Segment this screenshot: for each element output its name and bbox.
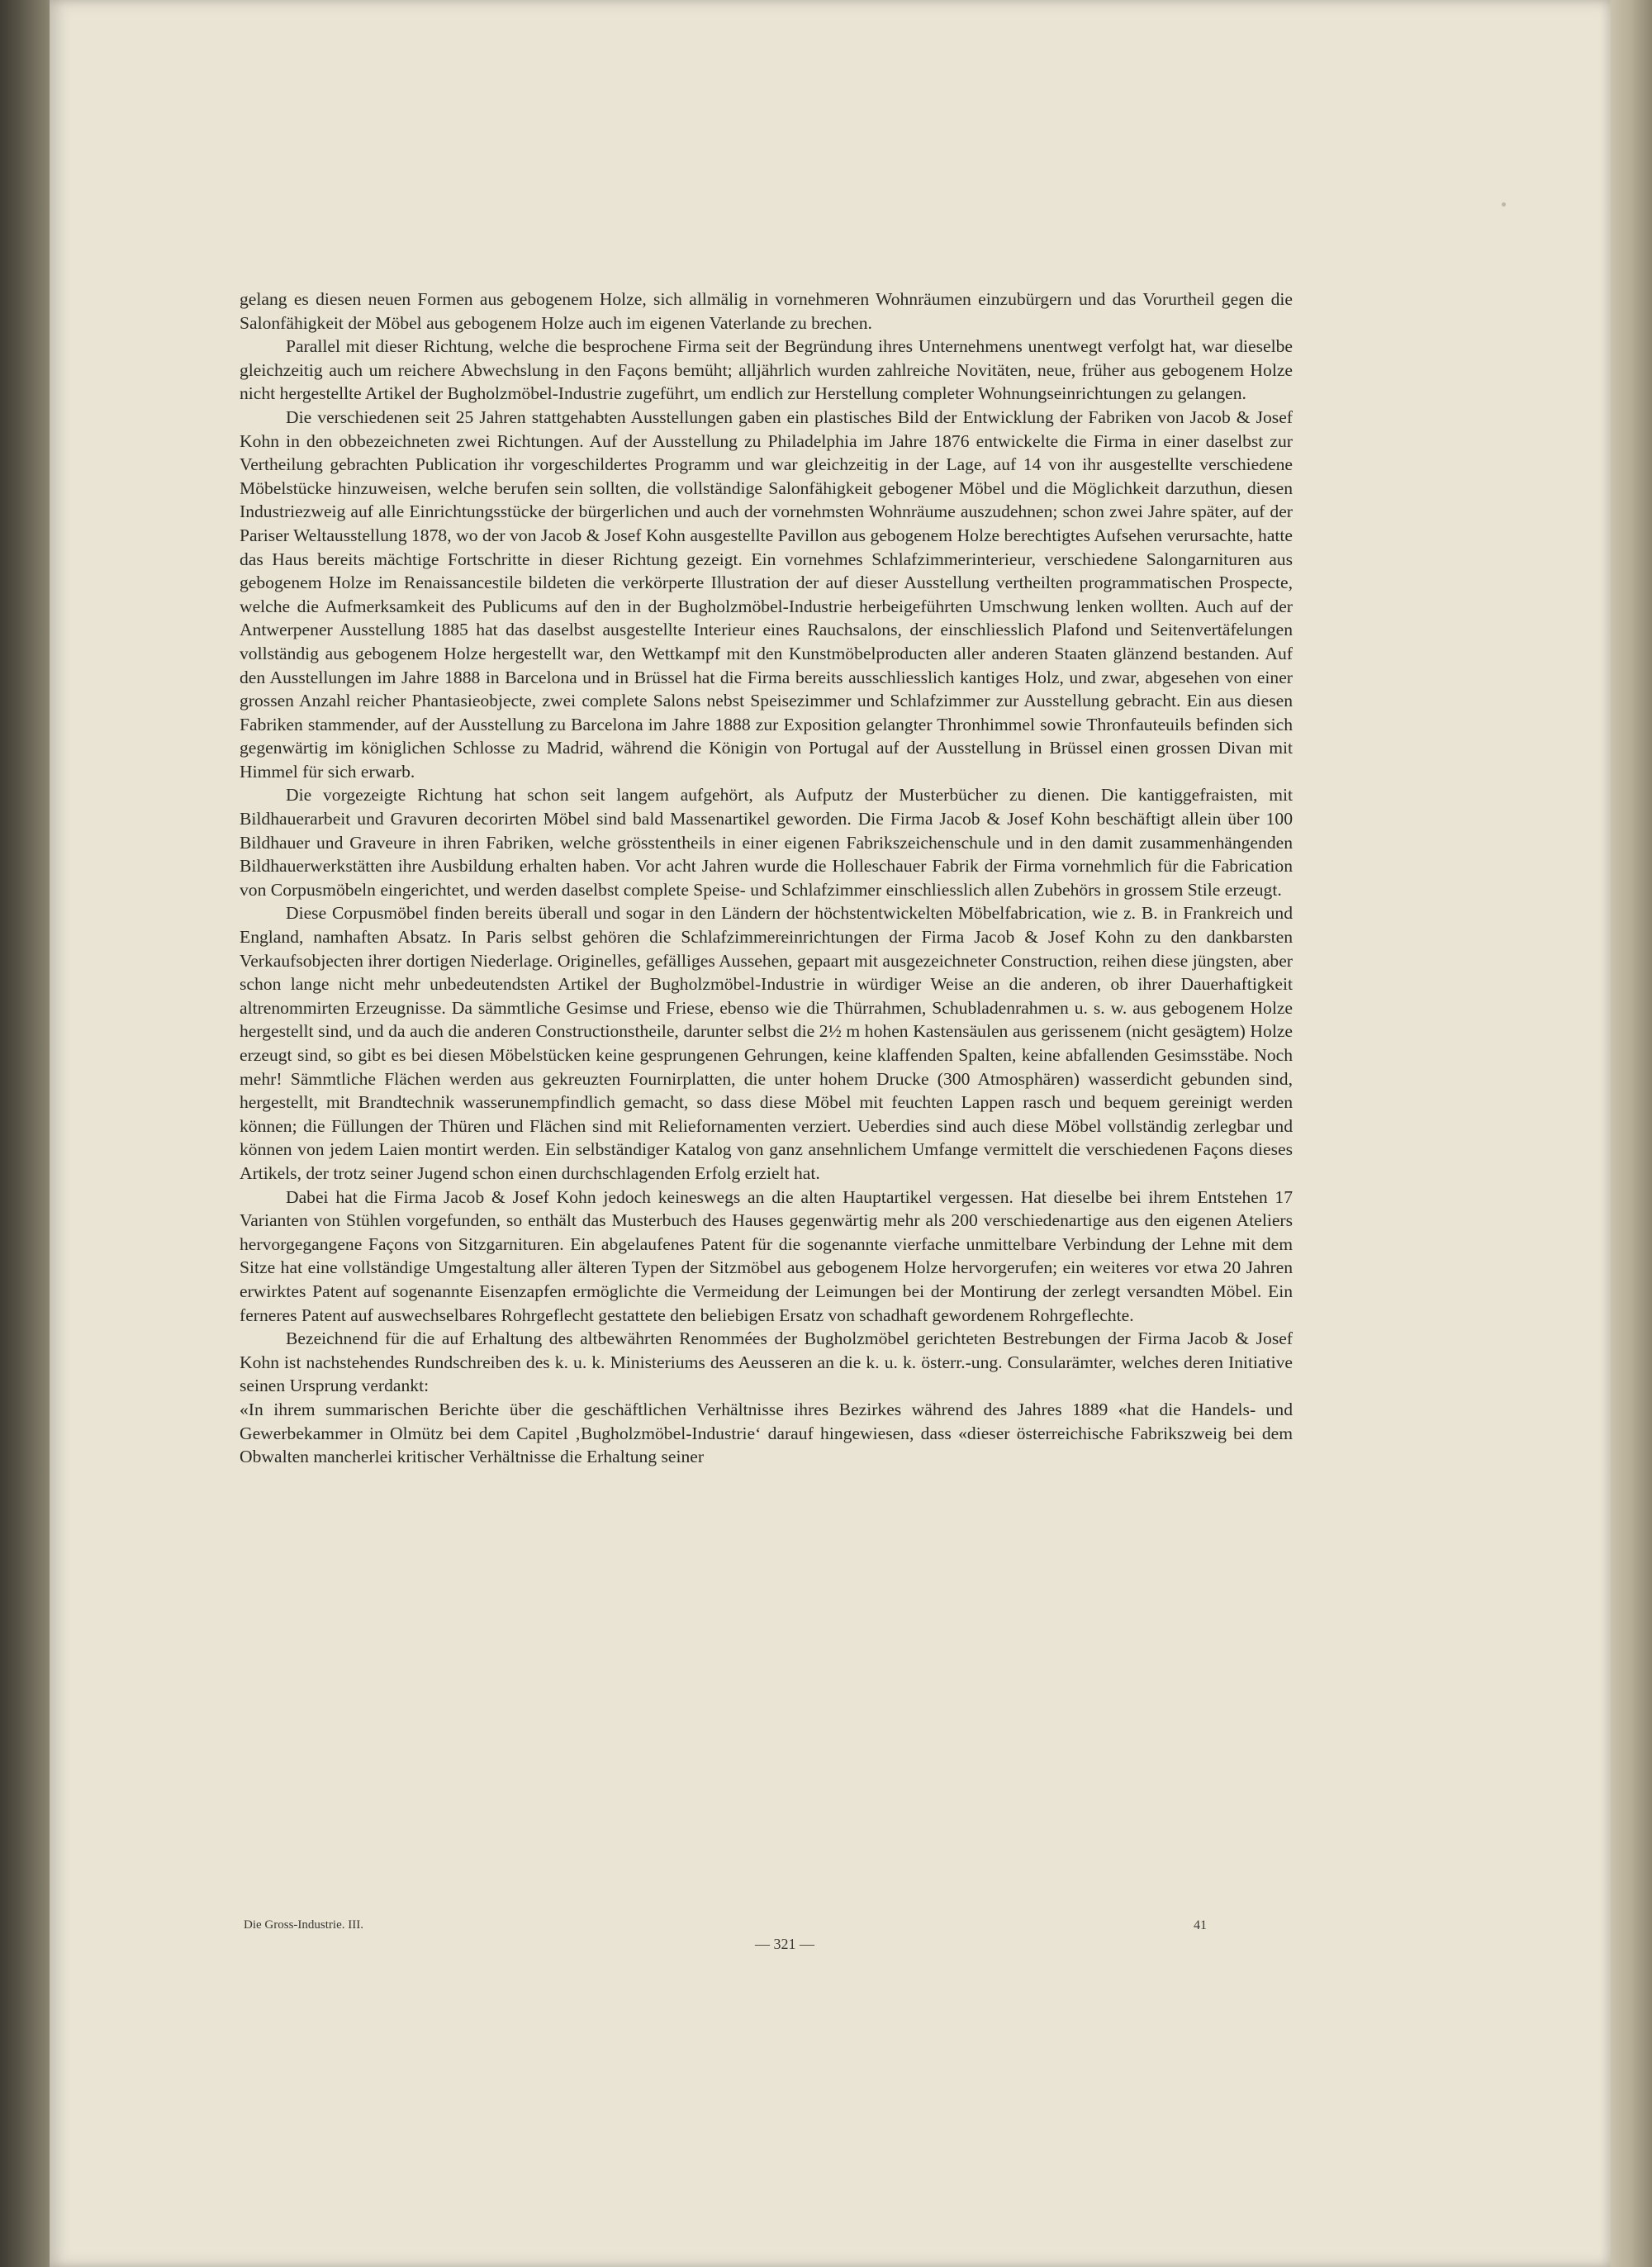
paragraph: Dabei hat die Firma Jacob & Josef Kohn jedoch keineswegs an die alten Hauptartikel vergessen. Hat dieselbe bei ihrem Entstehen 17 Varianten von Stühlen vorgefunden, so enthält das Musterbuch des Hauses gegenwärtig mehr als 200 verschiedenartige aus den eigenen Ateliers hervorgegangene Façons von Sitzgarnituren. Ein abgelaufenes Patent für die sogenannte vierfache unmittelbare Verbindung der Lehne mit dem Sitze hat eine vollständige Umgestaltung aller älteren Typen der Sitzmöbel aus gebogenem Holze hervorgerufen; ein weiteres vor etwa 20 Jahren erwirktes Patent auf sogenannte Eisenzapfen ermöglichte die Vermeidung der Leimungen bei der Montirung der zerlegt versandten Möbel. Ein ferneres Patent auf auswechselbares Rohrgeflecht gestattete den beliebigen Ersatz von schadhaft gewordenem Rohrgeflechte. <box>240 1186 1293 1325</box>
body-text <box>240 288 1293 1469</box>
paragraph: «In ihrem summarischen Berichte über die geschäftlichen Verhältnisse ihres Bezirkes während des Jahres 1889 «hat die Handels- und Gewerbekammer in Olmütz bei dem Capitel ‚Bugholzmöbel-Industrie‘ darauf hingewiesen, dass «dieser österreichische Fabrikszweig bei dem Obwalten mancherlei kritischer Verhältnisse die Erhaltung seiner <box>240 1399 1293 1467</box>
page-number: — 321 — <box>755 1936 814 1952</box>
paragraph: Diese Corpusmöbel finden bereits überall und sogar in den Ländern der höchstentwickelten Möbelfabrication, wie z. B. in Frankreich und England, namhaften Absatz. In Paris selbst gehören die Schlafzimmereinrichtungen der Firma Jacob & Josef Kohn zu den dankbarsten Verkaufsobjecten ihrer dortigen Niederlage. Originelles, gefälliges Aussehen, gepaart mit ausgezeichneter Construction, reihen diese jüngsten, aber schon lange nicht mehr unbedeutendsten Artikel der Bugholzmöbel-Industrie in würdiger Weise an die anderen, ob ihrer Dauerhaftigkeit altrenommirten Erzeugnisse. Da sämmtliche Gesimse und Friese, ebenso wie die Thürrahmen, Schubladenrahmen u. s. w. aus gebogenem Holze hergestellt sind, und da auch die anderen Constructionstheile, darunter selbst die 2½ m hohen Kastensäulen aus gerissenem (nicht gesägtem) Holze erzeugt sind, so gibt es bei diesen Möbelstücken keine gesprungenen Gehrungen, keine klaffenden Spalten, keine abfallenden Gesimsstäbe. Noch mehr! Sämmtliche Flächen werden aus gekreuzten Fournirplatten, die unter hohem Drucke (300 Atmosphären) wasserdicht gebunden sind, hergestellt, mit Brandtechnik wasserunempfindlich gemacht, so dass diese Möbel mit feuchten Lappen rasch und bequem gereinigt werden können; die Füllungen der Thüren und Flächen sind mit Reliefornamenten verziert. Ueberdies sind auch diese Möbel vollständig zerlegbar und können von jedem Laien montirt werden. Ein selbständiger Katalog von ganz ansehnlichem Umfange vermittelt die verschiedenen Façons dieses Artikels, der trotz seiner Jugend schon einen durchschlagenden Erfolg erzielt hat. <box>240 903 1293 1183</box>
paragraph: Die verschiedenen seit 25 Jahren stattgehabten Ausstellungen gaben ein plastisches Bild der Entwicklung der Fabriken von Jacob & Josef Kohn in den obbezeichneten zwei Richtungen. Auf der Ausstellung zu Philadelphia im Jahre 1876 entwickelte die Firma in einer daselbst zur Vertheilung gebrachten Publication ihr vorgeschildertes Programm und war gleichzeitig in der Lage, auf 14 von ihr ausgestellte verschiedene Möbelstücke hinzuweisen, welche berufen sein sollten, die vollständige Salonfähigkeit gebogener Möbel und die Möglichkeit darzuthun, diesen Industriezweig auf alle Einrichtungsstücke der bürgerlichen und auch der vornehmsten Wohnräume auszudehnen; schon zwei Jahre später, auf der Pariser Weltausstellung 1878, wo der von Jacob & Josef Kohn ausgestellte Pavillon aus gebogenem Holze berechtigtes Aufsehen verursachte, hatte das Haus bereits mächtige Fortschritte in dieser Richtung gezeigt. Ein vornehmes Schlafzimmerinterieur, verschiedene Salongarnituren aus gebogenem Holze im Renaissancestile bildeten die verkörperte Illustration der auf dieser Ausstellung vertheilten programmatischen Prospecte, welche die Aufmerksamkeit des Publicums auf den in der Bugholzmöbel-Industrie herbeigeführten Umschwung lenken wollten. Auch auf der Antwerpener Ausstellung 1885 hat das daselbst ausgestellte Interieur eines Rauchsalons, der einschliesslich Plafond und Seitenvertäfelungen vollständig aus gebogenem Holze hergestellt war, den Wettkampf mit den Kunstmöbelproducten aller anderen Staaten glänzend bestanden. Auf den Ausstellungen im Jahre 1888 in Barcelona und in Brüssel hat die Firma bereits ausschliesslich kantiges Holz, und zwar, abgesehen von einer grossen Anzahl reicher Phantasieobjecte, zwei complete Salons nebst Speisezimmer und Schlafzimmer zur Ausstellung gebracht. Ein aus diesen Fabriken stammender, auf der Ausstellung zu Barcelona im Jahre 1888 zur Exposition gelangter Thronhimmel sowie Thronfauteuils befinden sich gegenwärtig im königlichen Schlosse zu Madrid, während die Königin von Portugal auf der Ausstellung in Brüssel einen grossen Divan mit Himmel für sich erwarb. <box>240 406 1293 782</box>
book-binding <box>0 0 50 2267</box>
paragraph: gelang es diesen neuen Formen aus gebogenem Holze, sich allmälig in vornehmeren Wohnräumen einzubürgern und das Vorurtheil gegen die Salonfähigkeit der Möbel aus gebogenem Holze auch im eigenen Vaterlande zu brechen. <box>240 289 1293 333</box>
paragraph: Parallel mit dieser Richtung, welche die besprochene Firma seit der Begründung ihres Unternehmens unentwegt verfolgt hat, war dieselbe gleichzeitig auch um reichere Abwechslung in den Façons bemüht; alljährlich wurden zahlreiche Novitäten, neue, früher aus gebogenem Holze nicht hergestellte Artikel der Bugholzmöbel-Industrie zugeführt, um endlich zur Herstellung completer Wohnungseinrichtungen zu gelangen. <box>240 336 1293 404</box>
page-edge <box>1611 0 1652 2267</box>
paragraph: Bezeichnend für die auf Erhaltung des altbewährten Renommées der Bugholzmöbel gerichteten Bestrebungen der Firma Jacob & Josef Kohn ist nachstehendes Rundschreiben des k. u. k. Ministeriums des Aeusseren an die k. u. k. österr.-ung. Consularämter, welches deren Initiative seinen Ursprung verdankt: <box>240 1328 1293 1396</box>
paragraph: Die vorgezeigte Richtung hat schon seit langem aufgehört, als Aufputz der Musterbücher zu dienen. Die kantiggefraisten, mit Bildhauerarbeit und Gravuren decorirten Möbel sind bald Massenartikel geworden. Die Firma Jacob & Josef Kohn beschäftigt allein über 100 Bildhauer und Graveure in ihren Fabriken, welche grösstentheils in einer eigenen Fabrikszeichenschule und in den damit zusammenhängenden Bildhauerwerkstätten ihre Ausbildung erhalten haben. Vor acht Jahren wurde die Holleschauer Fabrik der Firma vornehmlich für die Fabrication von Corpusmöbeln eingerichtet, und werden daselbst complete Speise- und Schlafzimmer einschliesslich allen Zubehörs in grossem Stile erzeugt. <box>240 785 1293 900</box>
footer-signature: Die Gross-Industrie. III. <box>244 1918 363 1932</box>
paper-spot <box>1502 202 1506 207</box>
sheet-number: 41 <box>1194 1918 1207 1932</box>
